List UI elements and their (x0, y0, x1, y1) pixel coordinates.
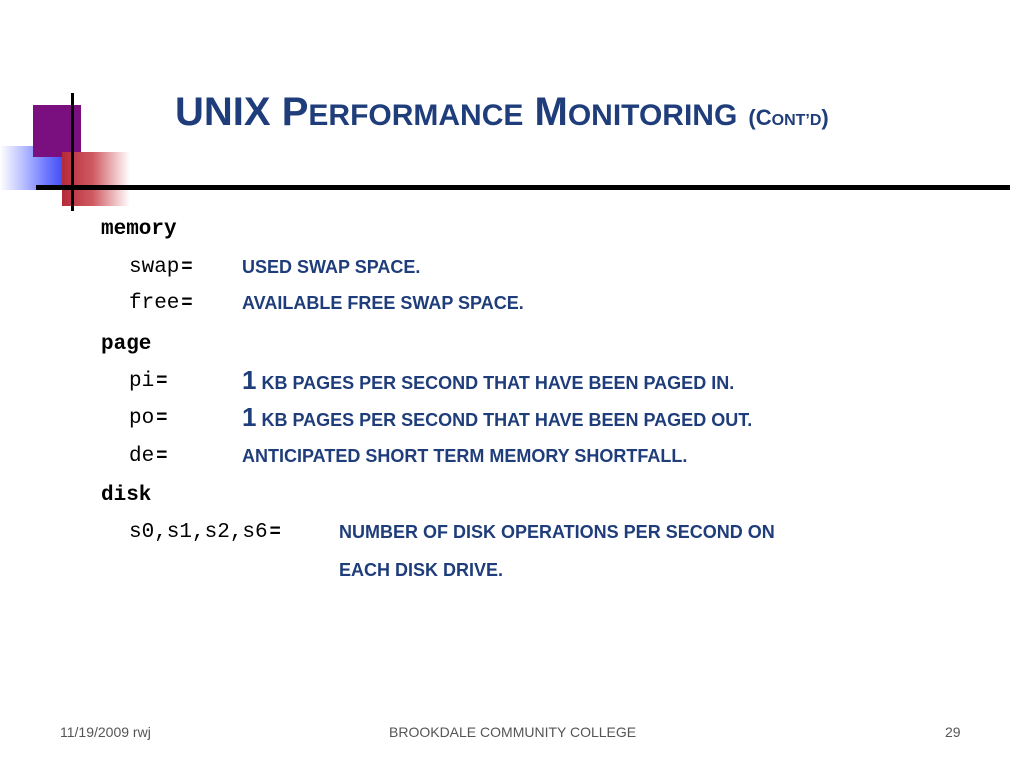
equals-sign: = (156, 445, 168, 466)
paren-close: ) (821, 105, 829, 130)
term-pi: pi (129, 370, 155, 393)
footer-date: 11/19/2009 rwj (60, 724, 151, 740)
paren-open: ( (748, 105, 756, 130)
section-page: page (101, 333, 152, 356)
equals-sign: = (156, 407, 168, 428)
decor-vertical-line (71, 93, 74, 211)
paren-letter: C (755, 105, 772, 130)
term-row-swap (129, 256, 193, 279)
term-de: de (129, 445, 155, 468)
desc-swap: USED SWAP SPACE. (242, 257, 421, 277)
term-swap: swap (129, 256, 180, 279)
desc-pi-number: 1 (242, 365, 257, 395)
equals-sign: = (181, 256, 193, 277)
desc-disks-line1: NUMBER OF DISK OPERATIONS PER SECOND ON (339, 522, 775, 542)
desc-pi-text: KB PAGES PER SECOND THAT HAVE BEEN PAGED IN. (256, 373, 735, 393)
desc-po (242, 402, 752, 433)
term-row-po (129, 407, 167, 430)
desc-pi (242, 365, 734, 396)
term-po: po (129, 407, 155, 430)
desc-po-text: KB PAGES PER SECOND THAT HAVE BEEN PAGED OUT. (256, 410, 753, 430)
equals-sign: = (181, 292, 193, 313)
title-letter: U (175, 90, 204, 134)
title-letter: M (534, 90, 568, 134)
term-free: free (129, 292, 180, 315)
desc-po-number: 1 (242, 402, 257, 432)
title-word-part: ERFORMANCE (308, 99, 524, 132)
term-row-pi (129, 370, 167, 393)
section-disk: disk (101, 484, 152, 507)
title-word-part: ONITORING (567, 99, 738, 132)
section-memory: memory (101, 218, 177, 241)
term-row-de (129, 445, 167, 468)
term-disks: s0,s1,s2,s6 (129, 521, 268, 544)
equals-sign: = (269, 521, 281, 542)
footer-college: BROOKDALE COMMUNITY COLLEGE (389, 724, 637, 740)
title-paren (748, 105, 828, 130)
slide-title (175, 86, 829, 147)
paren-word-part: ONT’D (771, 112, 822, 129)
footer-page-number: 29 (945, 724, 961, 740)
term-row-disks (129, 521, 281, 544)
title-letter: P (281, 90, 309, 134)
title-word-part: NIX (203, 90, 271, 134)
title-underline (36, 185, 1010, 190)
desc-free: AVAILABLE FREE SWAP SPACE. (242, 293, 524, 313)
desc-de: ANTICIPATED SHORT TERM MEMORY SHORTFALL. (242, 446, 688, 466)
equals-sign: = (156, 370, 168, 391)
term-row-free (129, 292, 193, 315)
desc-disks-line2: EACH DISK DRIVE. (339, 560, 504, 580)
